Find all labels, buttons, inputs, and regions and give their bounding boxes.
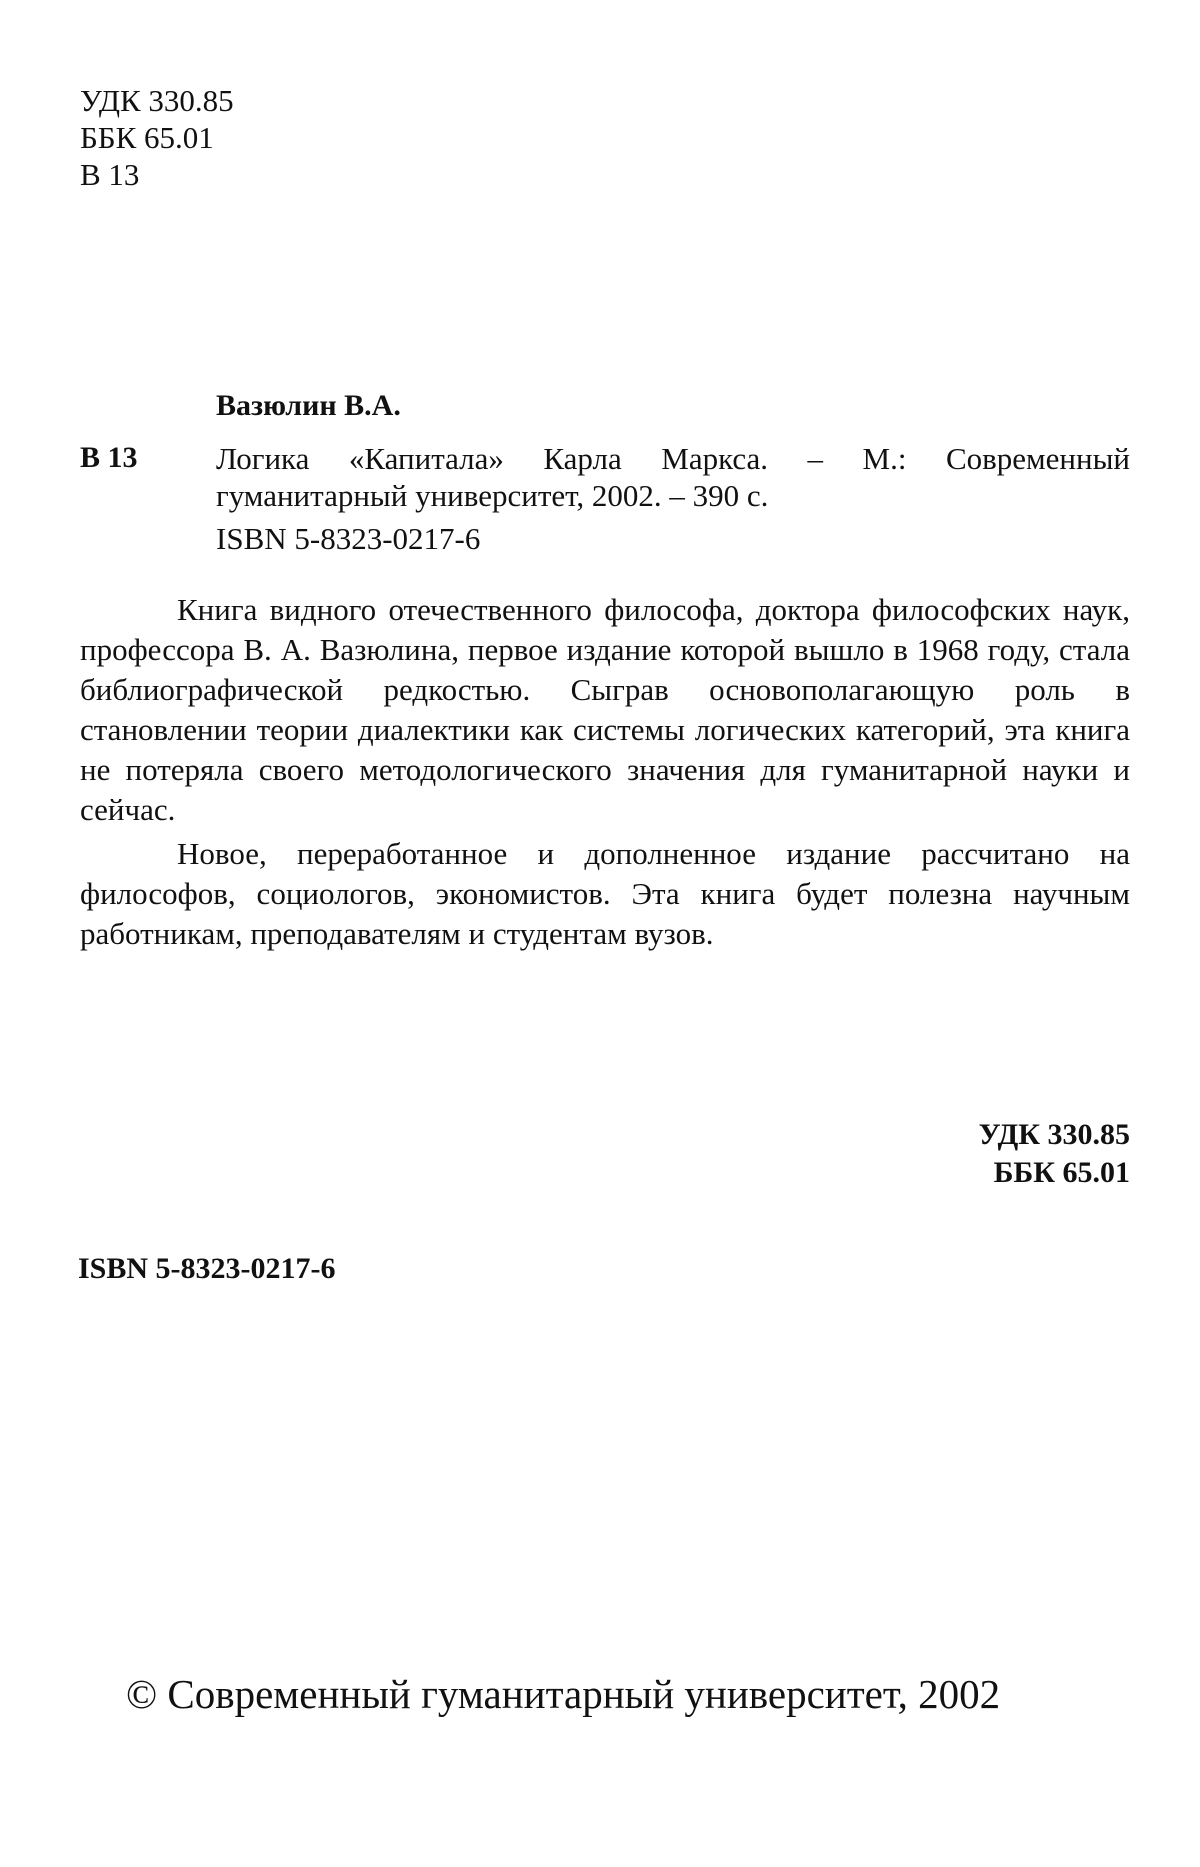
annotation xyxy=(80,590,1130,954)
author-name: Вазюлин В.А. xyxy=(216,389,401,422)
footer-bbk-code: ББК 65.01 xyxy=(993,1156,1130,1189)
entry-author-mark: В 13 xyxy=(80,441,138,474)
footer-classification-codes xyxy=(979,1116,1130,1192)
footer-udk-code: УДК 330.85 xyxy=(978,1118,1130,1151)
bibliographic-description: Логика «Капитала» Карла Маркса. – М.: Современный гуманитарный университет, 2002. – 390 с. xyxy=(216,441,1130,513)
author-mark: В 13 xyxy=(80,157,140,192)
bbk-code: ББК 65.01 xyxy=(80,120,214,155)
entry-isbn: ISBN 5-8323-0217-6 xyxy=(216,521,481,556)
copyright-notice: © Современный гуманитарный университет, 2002 xyxy=(126,1671,1001,1717)
annotation-paragraph: Книга видного отечественного философа, доктора философских наук, профессора В. А. Вазюлина, первое издание которой вышло в 1968 году, стала библиографической редкостью. Сыграв основополагающую роль в становлении теории диалектики как системы логических категорий, эта книга не потеряла своего методологического значения для гуманитарной науки и сейчас. xyxy=(80,592,1130,827)
udk-code: УДК 330.85 xyxy=(80,83,234,118)
classification-codes xyxy=(80,82,234,193)
annotation-paragraph: Новое, переработанное и дополненное издание рассчитано на философов, социологов, экономистов. Эта книга будет полезна научным работникам, преподавателям и студентам вузов. xyxy=(80,836,1130,951)
isbn-number: ISBN 5-8323-0217-6 xyxy=(78,1252,336,1285)
